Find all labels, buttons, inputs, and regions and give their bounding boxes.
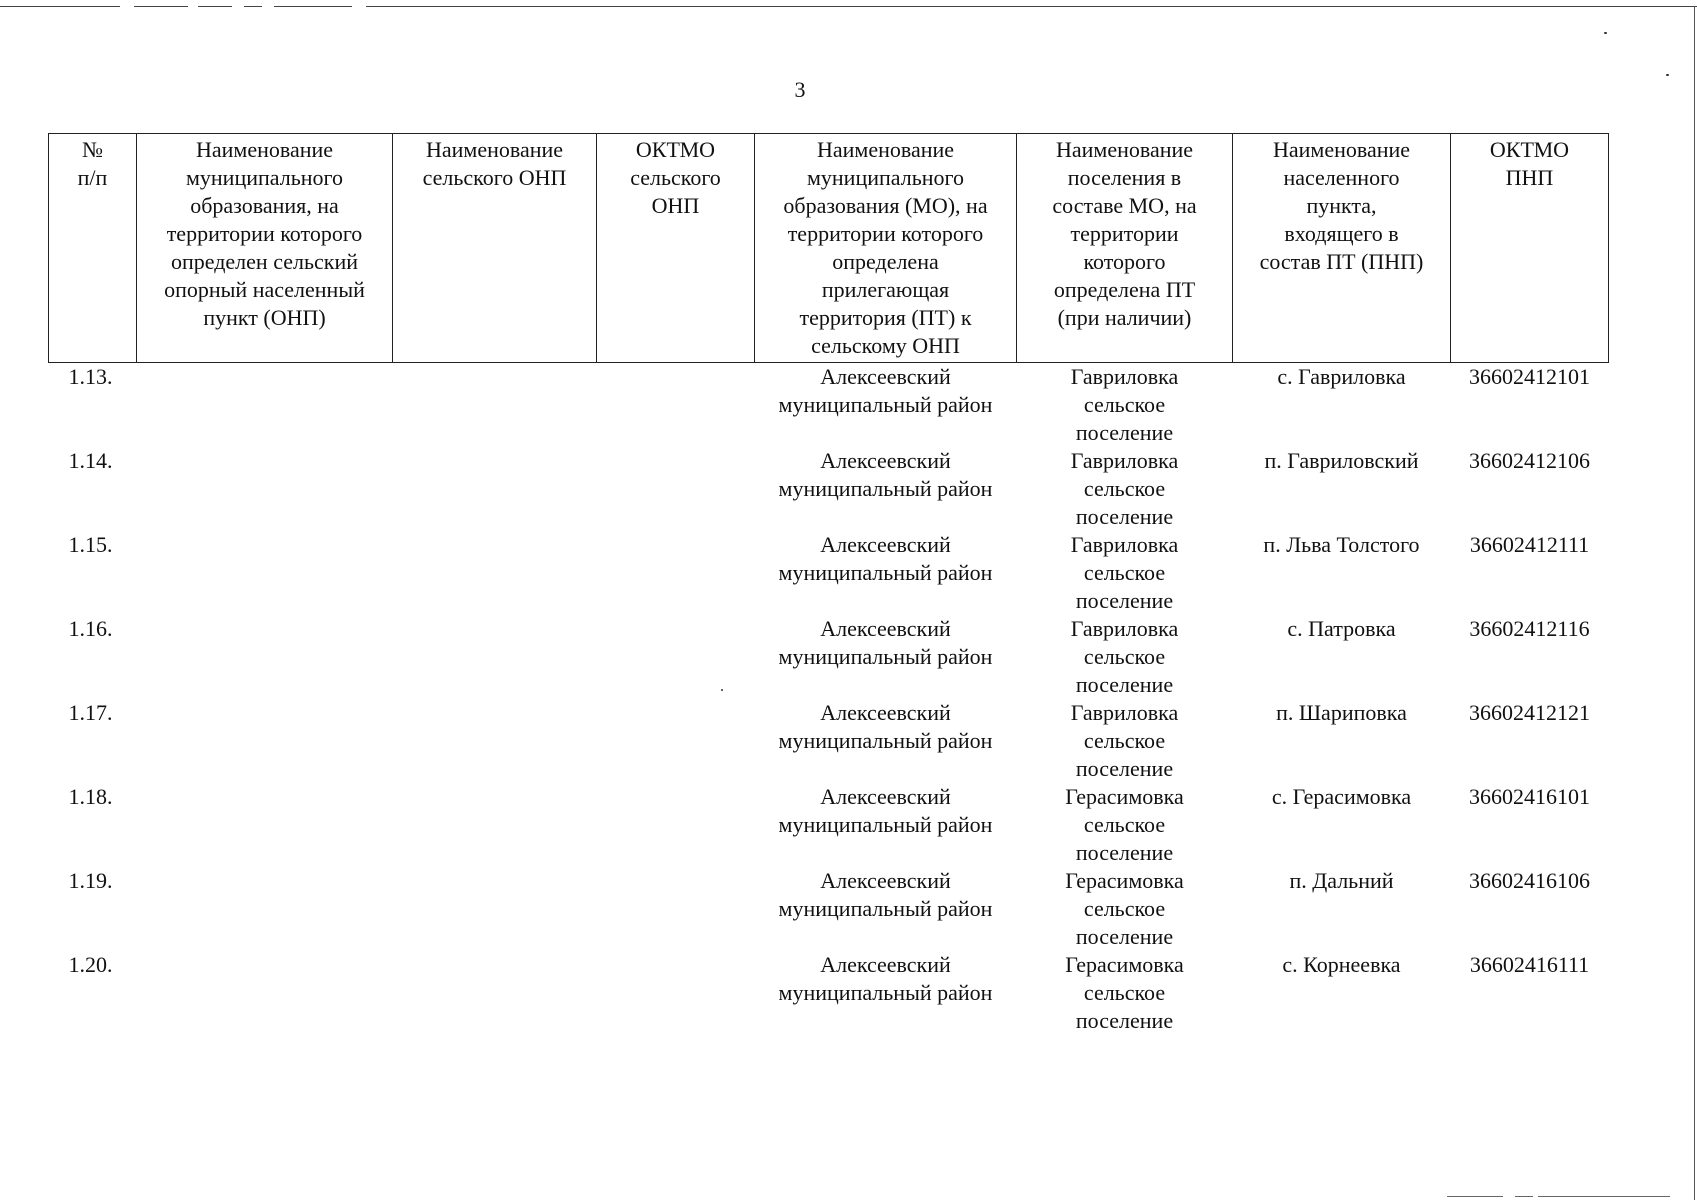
row-number: 1.15.: [68, 532, 113, 557]
row-number: 1.20.: [68, 952, 113, 977]
row-mo-pt: Алексеевский муниципальный район: [778, 952, 993, 1005]
row-oktmo-pnp: 36602412116: [1469, 616, 1590, 641]
row-pnp: с. Корнеевка: [1282, 952, 1401, 977]
row-settlement: Гавриловка сельское поселение: [1070, 448, 1179, 529]
row-mo-pt: Алексеевский муниципальный район: [778, 616, 993, 669]
row-onp-name: [393, 615, 597, 699]
row-oktmo-pnp: 36602412121: [1469, 700, 1590, 725]
row-pnp: с. Гавриловка: [1277, 364, 1406, 389]
row-pnp: п. Шариповка: [1276, 700, 1407, 725]
table-row: [49, 363, 1609, 448]
row-onp-name: [393, 447, 597, 531]
row-mo-pt: Алексеевский муниципальный район: [778, 448, 993, 501]
row-mo-onp: [137, 447, 393, 531]
row-oktmo-pnp: 36602412106: [1469, 448, 1590, 473]
header-settlement: Наименование поселения в составе МО, на территории которого определена ПТ (при наличии): [1017, 134, 1233, 363]
table-body: [49, 363, 1609, 1036]
row-onp-name: [393, 867, 597, 951]
scan-border-bottom: [1515, 1196, 1533, 1197]
row-oktmo-pnp: 36602416101: [1469, 784, 1590, 809]
row-settlement: Гавриловка сельское поселение: [1070, 532, 1179, 613]
row-oktmo-onp: [597, 783, 755, 867]
row-oktmo-pnp: 36602412101: [1469, 364, 1590, 389]
row-mo-onp: [137, 363, 393, 448]
row-mo-onp: [137, 531, 393, 615]
row-oktmo-onp: [597, 615, 755, 699]
table-row: [49, 951, 1609, 1035]
table-header: [49, 134, 1609, 363]
row-number: 1.17.: [68, 700, 113, 725]
header-oktmo-pnp: ОКТМО ПНП: [1451, 134, 1609, 363]
row-onp-name: [393, 531, 597, 615]
row-settlement: Герасимовка сельское поселение: [1065, 952, 1184, 1033]
row-oktmo-pnp: 36602416106: [1469, 868, 1590, 893]
row-mo-onp: [137, 615, 393, 699]
row-onp-name: [393, 363, 597, 448]
row-oktmo-onp: [597, 531, 755, 615]
row-mo-onp: [137, 867, 393, 951]
row-mo-onp: [137, 699, 393, 783]
row-mo-pt: Алексеевский муниципальный район: [778, 364, 993, 417]
row-settlement: Герасимовка сельское поселение: [1065, 868, 1184, 949]
scan-border-top: [0, 6, 1697, 7]
row-number: 1.19.: [68, 868, 113, 893]
row-mo-pt: Алексеевский муниципальный район: [778, 868, 993, 921]
row-oktmo-onp: [597, 699, 755, 783]
row-mo-pt: Алексеевский муниципальный район: [778, 532, 993, 585]
table-row: [49, 699, 1609, 783]
row-onp-name: [393, 699, 597, 783]
header-oktmo-onp: ОКТМО сельского ОНП: [597, 134, 755, 363]
table-row: [49, 531, 1609, 615]
settlements-table: [48, 133, 1609, 1035]
row-oktmo-onp: [597, 363, 755, 448]
row-pnp: с. Патровка: [1287, 616, 1396, 641]
row-number: 1.18.: [68, 784, 113, 809]
row-pnp: с. Герасимовка: [1271, 784, 1412, 809]
table-row: [49, 867, 1609, 951]
header-pnp: Наименование населенного пункта, входящего в состав ПТ (ПНП): [1233, 134, 1451, 363]
row-oktmo-pnp: 36602412111: [1469, 532, 1590, 557]
row-number: 1.16.: [68, 616, 113, 641]
row-mo-onp: [137, 783, 393, 867]
header-mo-onp: Наименование муниципального образования, на территории которого определен сельский опорный населенный пункт (ОНП): [137, 134, 393, 363]
table-row: [49, 447, 1609, 531]
row-settlement: Гавриловка сельское поселение: [1070, 364, 1179, 445]
scan-speck: [1604, 32, 1607, 34]
header-number: № п/п: [49, 134, 137, 363]
row-number: 1.13.: [68, 364, 113, 389]
table-row: [49, 783, 1609, 867]
row-settlement: Гавриловка сельское поселение: [1070, 700, 1179, 781]
row-oktmo-pnp: 36602416111: [1469, 952, 1590, 977]
scan-border-bottom: [1538, 1196, 1670, 1197]
row-pnp: п. Гавриловский: [1264, 448, 1419, 473]
scan-border-bottom: [1447, 1196, 1503, 1197]
scan-speck: [1666, 74, 1669, 76]
row-number: 1.14.: [68, 448, 113, 473]
header-row: [49, 134, 1609, 363]
row-settlement: Герасимовка сельское поселение: [1065, 784, 1184, 865]
scan-border-right: [1694, 6, 1695, 1200]
row-pnp: п. Дальний: [1289, 868, 1394, 893]
row-oktmo-onp: [597, 951, 755, 1035]
table-row: [49, 615, 1609, 699]
row-onp-name: [393, 951, 597, 1035]
header-mo-pt: Наименование муниципального образования (МО), на территории которого определена прилегающая территория (ПТ) к сельскому ОНП: [755, 134, 1017, 363]
row-onp-name: [393, 783, 597, 867]
row-mo-onp: [137, 951, 393, 1035]
row-settlement: Гавриловка сельское поселение: [1070, 616, 1179, 697]
row-oktmo-onp: [597, 867, 755, 951]
row-oktmo-onp: [597, 447, 755, 531]
page-number: 3: [794, 77, 806, 102]
row-pnp: п. Льва Толстого: [1263, 532, 1420, 557]
row-mo-pt: Алексеевский муниципальный район: [778, 784, 993, 837]
row-mo-pt: Алексеевский муниципальный район: [778, 700, 993, 753]
header-onp-name: Наименование сельского ОНП: [393, 134, 597, 363]
